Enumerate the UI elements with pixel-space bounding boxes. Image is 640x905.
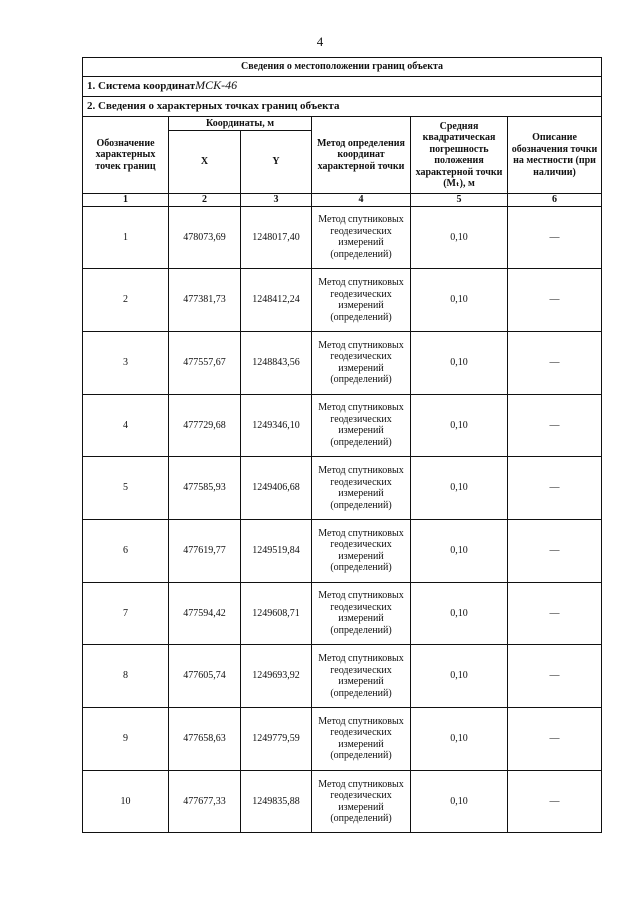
coordinate-system-label: 1. Система координат — [87, 80, 196, 93]
error-cell: 0,10 — [411, 519, 508, 582]
coord-x: 477729,68 — [169, 394, 241, 457]
coord-y: 1249693,92 — [241, 645, 312, 708]
table-row — [83, 582, 602, 645]
coord-y: 1248412,24 — [241, 269, 312, 332]
description-cell: — — [508, 582, 602, 645]
coord-y: 1249835,88 — [241, 770, 312, 833]
point-number: 10 — [83, 770, 169, 833]
description-cell: — — [508, 770, 602, 833]
error-cell: 0,10 — [411, 708, 508, 771]
coordinate-system-value: МСК-46 — [195, 78, 238, 93]
coord-y: 1249519,84 — [241, 519, 312, 582]
coord-y: 1249406,68 — [241, 457, 312, 520]
method-cell: Метод спутниковых геодезических измерений (определений) — [312, 582, 411, 645]
description-cell: — — [508, 331, 602, 394]
table-row — [83, 645, 602, 708]
method-cell: Метод спутниковых геодезических измерений (определений) — [312, 331, 411, 394]
method-cell: Метод спутниковых геодезических измерений (определений) — [312, 645, 411, 708]
coord-x: 477605,74 — [169, 645, 241, 708]
column-number-row — [83, 194, 602, 207]
header-error: Средняя квадратическая погрешность положения характерной точки (Mₜ), м — [411, 117, 508, 194]
error-cell: 0,10 — [411, 206, 508, 269]
header-designation: Обозначение характерных точек границ — [83, 117, 169, 194]
method-cell: Метод спутниковых геодезических измерений (определений) — [312, 394, 411, 457]
table-row — [83, 269, 602, 332]
table-row — [83, 331, 602, 394]
point-number: 9 — [83, 708, 169, 771]
table-row — [83, 770, 602, 833]
table-row — [83, 457, 602, 520]
error-cell: 0,10 — [411, 457, 508, 520]
coord-x: 477594,42 — [169, 582, 241, 645]
column-number: 6 — [508, 194, 602, 207]
document-title: Сведения о местоположении границ объекта — [83, 58, 602, 77]
description-cell: — — [508, 645, 602, 708]
error-cell: 0,10 — [411, 582, 508, 645]
page-number: 4 — [316, 34, 324, 49]
description-cell: — — [508, 708, 602, 771]
coord-y: 1249779,59 — [241, 708, 312, 771]
header-method: Метод определения координат характерной точки — [312, 117, 411, 194]
error-cell: 0,10 — [411, 645, 508, 708]
header-coordinates: Координаты, м — [169, 117, 312, 131]
point-number: 5 — [83, 457, 169, 520]
description-cell: — — [508, 206, 602, 269]
point-number: 8 — [83, 645, 169, 708]
coordinate-system-row — [83, 77, 602, 97]
point-number: 7 — [83, 582, 169, 645]
table-row — [83, 394, 602, 457]
table-row — [83, 708, 602, 771]
point-number: 2 — [83, 269, 169, 332]
error-cell: 0,10 — [411, 269, 508, 332]
header-x: X — [169, 131, 241, 194]
method-cell: Метод спутниковых геодезических измерений (определений) — [312, 770, 411, 833]
coord-y: 1249346,10 — [241, 394, 312, 457]
boundary-table — [82, 57, 602, 833]
coord-x: 477658,63 — [169, 708, 241, 771]
coord-x: 477557,67 — [169, 331, 241, 394]
coord-y: 1249608,71 — [241, 582, 312, 645]
description-cell: — — [508, 457, 602, 520]
coord-x: 477619,77 — [169, 519, 241, 582]
description-cell: — — [508, 394, 602, 457]
coord-y: 1248017,40 — [241, 206, 312, 269]
method-cell: Метод спутниковых геодезических измерений (определений) — [312, 457, 411, 520]
description-cell: — — [508, 519, 602, 582]
method-cell: Метод спутниковых геодезических измерений (определений) — [312, 269, 411, 332]
column-number: 1 — [83, 194, 169, 207]
point-number: 6 — [83, 519, 169, 582]
point-number: 3 — [83, 331, 169, 394]
method-cell: Метод спутниковых геодезических измерений (определений) — [312, 519, 411, 582]
error-cell: 0,10 — [411, 770, 508, 833]
method-cell: Метод спутниковых геодезических измерений (определений) — [312, 206, 411, 269]
table-row — [83, 206, 602, 269]
points-section-title: 2. Сведения о характерных точках границ объекта — [83, 97, 602, 117]
column-number: 3 — [241, 194, 312, 207]
coord-x: 477381,73 — [169, 269, 241, 332]
header-y: Y — [241, 131, 312, 194]
method-cell: Метод спутниковых геодезических измерений (определений) — [312, 708, 411, 771]
point-number: 4 — [83, 394, 169, 457]
coord-x: 477585,93 — [169, 457, 241, 520]
error-cell: 0,10 — [411, 394, 508, 457]
description-cell: — — [508, 269, 602, 332]
coord-y: 1248843,56 — [241, 331, 312, 394]
coord-x: 477677,33 — [169, 770, 241, 833]
header-description: Описание обозначения точки на местности (при наличии) — [508, 117, 602, 194]
column-number: 5 — [411, 194, 508, 207]
coord-x: 478073,69 — [169, 206, 241, 269]
point-number: 1 — [83, 206, 169, 269]
column-number: 4 — [312, 194, 411, 207]
table-row — [83, 519, 602, 582]
column-number: 2 — [169, 194, 241, 207]
error-cell: 0,10 — [411, 331, 508, 394]
